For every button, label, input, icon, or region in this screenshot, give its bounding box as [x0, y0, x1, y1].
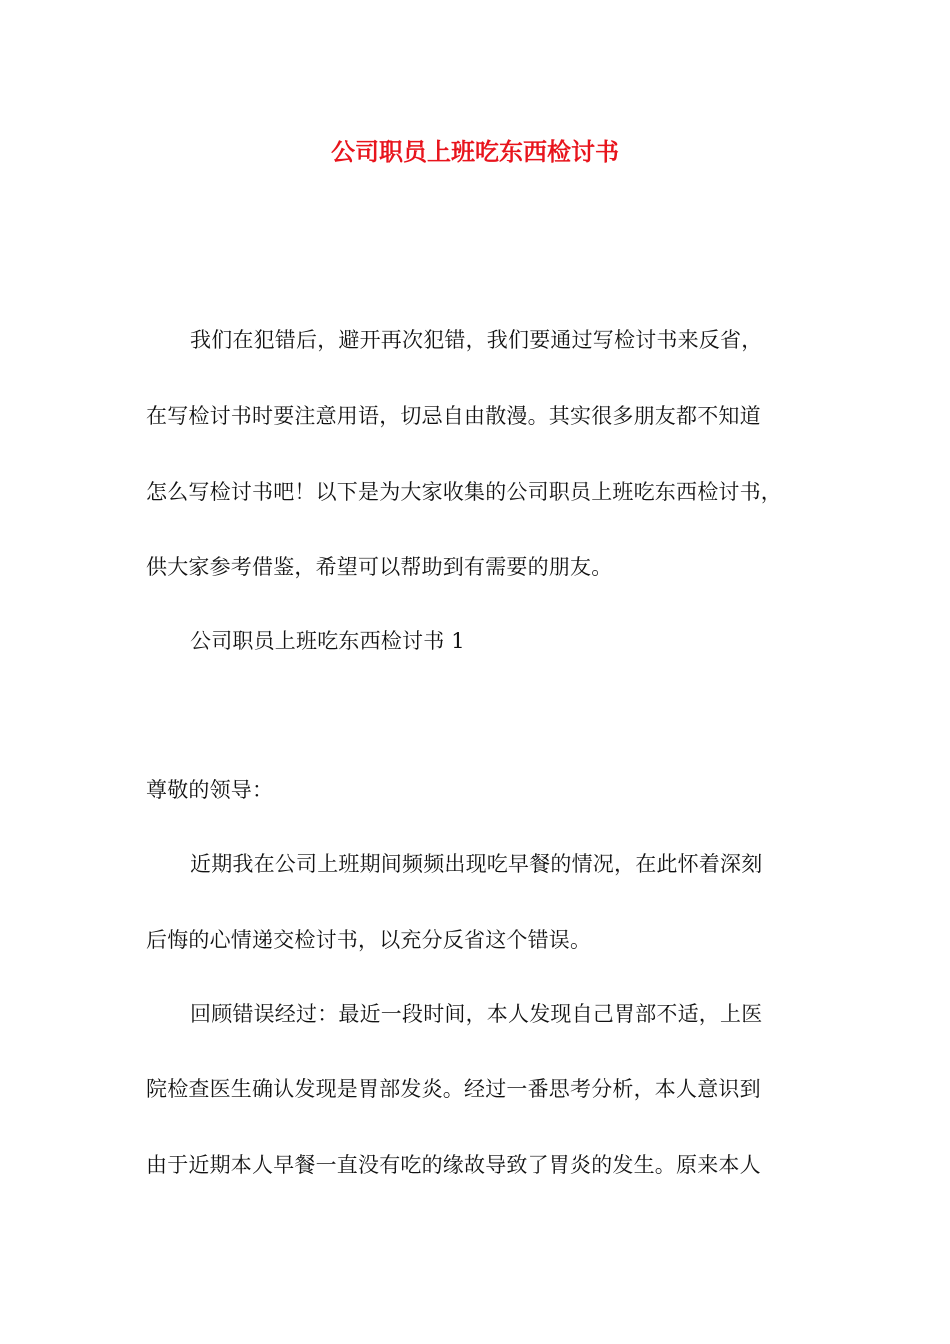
paragraph-line: 院检查医生确认发现是胃部发炎。经过一番思考分析，本人意识到 — [146, 1077, 761, 1101]
paragraph-line: 在写检讨书时要注意用语，切忌自由散漫。其实很多朋友都不知道 — [146, 404, 761, 428]
salutation: 尊敬的领导： — [146, 778, 274, 802]
paragraph-line: 近期我在公司上班期间频频出现吃早餐的情况，在此怀着深刻 — [190, 852, 763, 876]
paragraph-line: 由于近期本人早餐一直没有吃的缘故导致了胃炎的发生。原来本人 — [146, 1153, 761, 1177]
document-title: 公司职员上班吃东西检讨书 — [331, 137, 619, 166]
section-heading: 公司职员上班吃东西检讨书 1 — [190, 629, 465, 653]
paragraph-line: 我们在犯错后，避开再次犯错，我们要通过写检讨书来反省， — [190, 328, 763, 352]
paragraph-line: 怎么写检讨书吧！以下是为大家收集的公司职员上班吃东西检讨书， — [146, 480, 782, 504]
paragraph-line: 回顾错误经过：最近一段时间，本人发现自己胃部不适，上医 — [190, 1002, 763, 1026]
paragraph-line: 供大家参考借鉴，希望可以帮助到有需要的朋友。 — [146, 555, 613, 579]
paragraph-line: 后悔的心情递交检讨书，以充分反省这个错误。 — [146, 928, 592, 952]
